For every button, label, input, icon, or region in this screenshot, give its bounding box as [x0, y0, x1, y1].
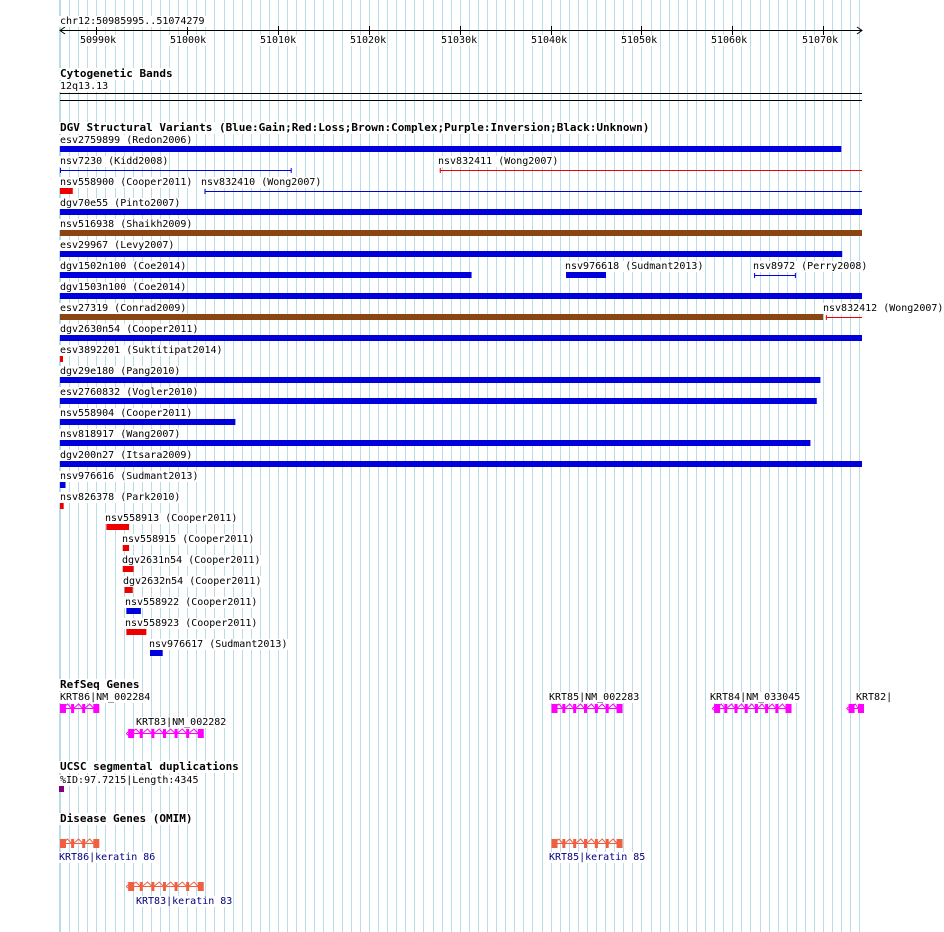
tick-label: 51060k — [711, 35, 748, 46]
variant-label[interactable]: nsv558913 (Cooper2011) — [105, 513, 238, 524]
omim-gene-label[interactable]: KRT85|keratin 85 — [549, 852, 646, 863]
tick-label: 51030k — [441, 35, 478, 46]
tick-label: 51040k — [531, 35, 568, 46]
variant-label[interactable]: nsv558915 (Cooper2011) — [122, 534, 255, 545]
variant-label[interactable]: esv2760832 (Vogler2010) — [60, 387, 199, 398]
variant-label[interactable]: nsv976617 (Sudmant2013) — [149, 639, 288, 650]
refseq-track-title: RefSeq Genes — [60, 678, 140, 691]
variant-label[interactable]: nsv826378 (Park2010) — [60, 492, 181, 503]
variant-label[interactable]: nsv832410 (Wong2007) — [201, 177, 322, 188]
gene-label[interactable]: KRT84|NM_033045 — [710, 692, 801, 703]
cytoband-label: 12q13.13 — [60, 81, 109, 92]
variant-label[interactable]: dgv1503n100 (Coe2014) — [60, 282, 187, 293]
variant-label[interactable]: nsv558904 (Cooper2011) — [60, 408, 193, 419]
variant-label[interactable]: dgv200n27 (Itsara2009) — [60, 450, 193, 461]
variant-label[interactable]: nsv818917 (Wang2007) — [60, 429, 181, 440]
tick-label: 50990k — [80, 35, 117, 46]
segdup-track-title: UCSC segmental duplications — [60, 760, 239, 773]
gene-label[interactable]: KRT85|NM_002283 — [549, 692, 640, 703]
dgv-track-title: DGV Structural Variants (Blue:Gain;Red:Loss;Brown:Complex;Purple:Inversion;Black:Unknown) — [60, 121, 650, 134]
variant-label[interactable]: nsv516938 (Shaikh2009) — [60, 219, 193, 230]
segdup-label[interactable]: %ID:97.7215|Length:4345 — [60, 775, 199, 786]
gene-label[interactable]: KRT86|NM_002284 — [60, 692, 151, 703]
tick-label: 51010k — [260, 35, 297, 46]
variant-label[interactable]: dgv70e55 (Pinto2007) — [60, 198, 181, 209]
variant-label[interactable]: dgv2630n54 (Cooper2011) — [60, 324, 199, 335]
omim-gene-label[interactable]: KRT86|keratin 86 — [59, 852, 156, 863]
cytoband-track-title: Cytogenetic Bands — [60, 67, 173, 80]
variant-label[interactable]: nsv558900 (Cooper2011) — [60, 177, 193, 188]
omim-track-title: Disease Genes (OMIM) — [60, 812, 193, 825]
variant-label[interactable]: nsv7230 (Kidd2008) — [60, 156, 169, 167]
variant-label[interactable]: nsv8972 (Perry2008) — [753, 261, 868, 272]
omim-gene-label[interactable]: KRT83|keratin 83 — [136, 896, 233, 907]
region-label: chr12:50985995..51074279 — [60, 16, 205, 27]
variant-label[interactable]: dgv1502n100 (Coe2014) — [60, 261, 187, 272]
tick-label: 51000k — [170, 35, 207, 46]
variant-label[interactable]: dgv2632n54 (Cooper2011) — [123, 576, 262, 587]
variant-label[interactable]: nsv976618 (Sudmant2013) — [565, 261, 704, 272]
gene-label[interactable]: KRT83|NM_002282 — [136, 717, 227, 728]
variant-label[interactable]: nsv976616 (Sudmant2013) — [60, 471, 199, 482]
variant-label[interactable]: nsv832412 (Wong2007) — [823, 303, 944, 314]
variant-label[interactable]: esv2759899 (Redon2006) — [60, 135, 193, 146]
tick-label: 51020k — [350, 35, 387, 46]
variant-label[interactable]: nsv832411 (Wong2007) — [438, 156, 559, 167]
tick-label: 51050k — [621, 35, 658, 46]
variant-label[interactable]: esv29967 (Levy2007) — [60, 240, 175, 251]
variant-label[interactable]: esv27319 (Conrad2009) — [60, 303, 187, 314]
variant-label[interactable]: esv3892201 (Suktitipat2014) — [60, 345, 223, 356]
variant-label[interactable]: nsv558922 (Cooper2011) — [125, 597, 258, 608]
variant-label[interactable]: nsv558923 (Cooper2011) — [125, 618, 258, 629]
tick-label: 51070k — [802, 35, 839, 46]
variant-label[interactable]: dgv29e180 (Pang2010) — [60, 366, 181, 377]
gene-label[interactable]: KRT82| — [856, 692, 893, 703]
variant-label[interactable]: dgv2631n54 (Cooper2011) — [122, 555, 261, 566]
